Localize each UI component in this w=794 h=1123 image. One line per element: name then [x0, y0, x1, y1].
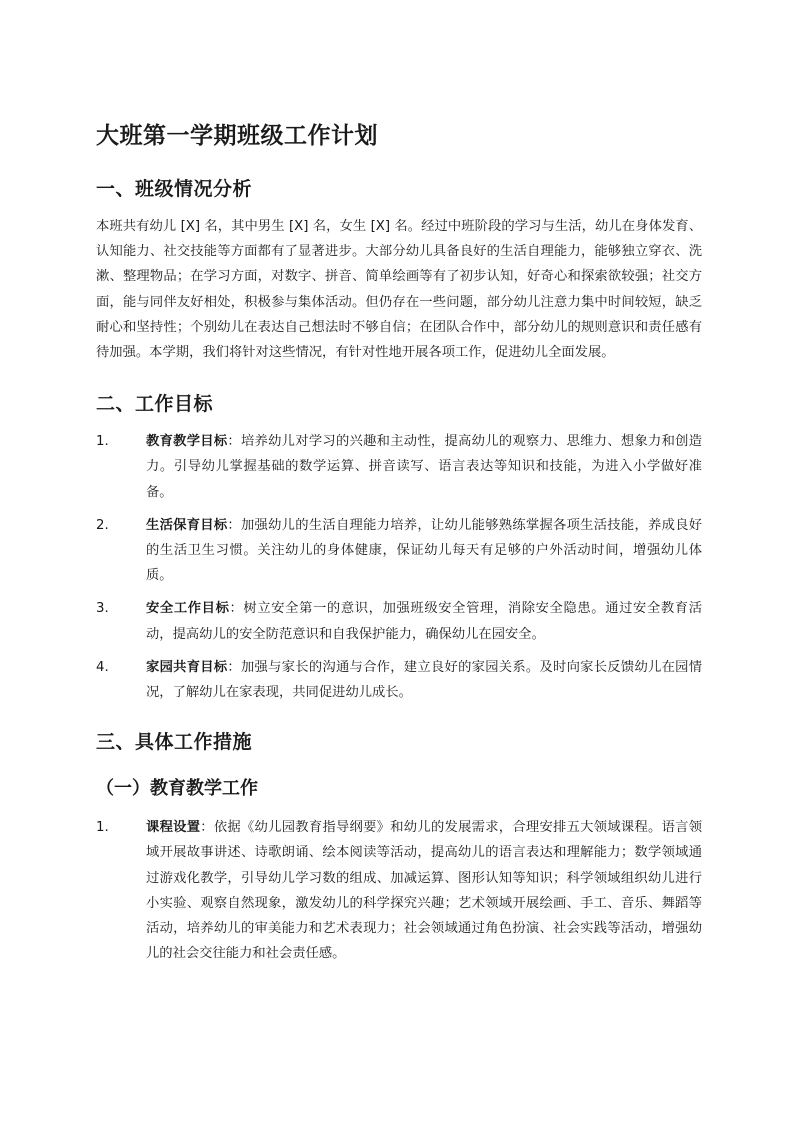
list-item-number: 4.: [96, 659, 109, 675]
subsection-heading-teaching: （一）教育教学工作: [96, 778, 258, 800]
section-heading-analysis: 一、班级情况分析: [96, 178, 253, 200]
list-item-text: 依据《幼儿园教育指导纲要》和幼儿的发展需求，合理安排五大领域课程。语言领域开展故事讲述、诗歌朗诵、绘本阅读等活动，提高幼儿的语言表达和理解能力；数学领域通过游戏化教学，引导幼儿学习数的组成、加减运算、图形认知等知识；科学领域组织幼儿进行小实验、观察自然现象，激发幼儿的科学探究兴趣；艺术领域开展绘画、手工、音乐、舞蹈等活动，培养幼儿的审美能力和艺术表现力；社会领域通过角色扮演、社会实践等活动，增强幼儿的社会交往能力和社会责任感。: [146, 820, 703, 962]
list-item-number: 1.: [96, 434, 109, 450]
list-item-lead: 安全工作目标: [146, 601, 230, 617]
list-item-separator: ：: [227, 659, 241, 675]
list-item-separator: ：: [200, 820, 214, 836]
list-item-lead: 生活保育目标: [146, 517, 228, 533]
list-item-text: 加强与家长的沟通与合作，建立良好的家园关系。及时向家长反馈幼儿在园情况，了解幼儿在家表现，共同促进幼儿成长。: [146, 659, 703, 701]
document-page: [96, 118, 702, 988]
section-heading-goals: 二、工作目标: [96, 393, 214, 416]
list-item: [96, 815, 702, 966]
list-item-separator: ：: [227, 517, 241, 533]
list-item-lead: 教育教学目标: [146, 434, 228, 450]
teaching-measures-list: [96, 815, 702, 966]
list-item-text: 加强幼儿的生活自理能力培养，让幼儿能够熟练掌握各项生活技能，养成良好的生活卫生习惯。关注幼儿的身体健康，保证幼儿每天有足够的户外活动时间，增强幼儿体质。: [146, 517, 703, 584]
document-title: 大班第一学期班级工作计划: [96, 123, 378, 149]
list-item-separator: ：: [227, 434, 241, 450]
goals-list: [96, 429, 702, 705]
list-item: [96, 655, 702, 705]
list-item-lead: 家园共育目标: [146, 659, 228, 675]
list-item: [96, 429, 702, 505]
list-item: [96, 596, 702, 646]
list-item-number: 3.: [96, 601, 109, 617]
list-item-number: 1.: [96, 820, 109, 836]
list-item-separator: ：: [229, 601, 244, 617]
list-item-lead: 课程设置: [146, 820, 201, 836]
list-item-text: 树立安全第一的意识，加强班级安全管理，消除安全隐患。通过安全教育活动，提高幼儿的安全防范意识和自我保护能力，确保幼儿在园安全。: [146, 601, 703, 642]
list-item-number: 2.: [96, 517, 109, 533]
class-analysis-paragraph: 本班共有幼儿 [X] 名，其中男生 [X] 名，女生 [X] 名。经过中班阶段的学习与生活，幼儿在身体发育、认知能力、社交技能等方面都有了显著进步。大部分幼儿具备良好的生活自理能力，能够独立穿衣、洗漱、整理物品；在学习方面，对数字、拼音、简单绘画等有了初步认知，好奇心和探索欲较强；社交方面，能与同伴友好相处，积极参与集体活动。但仍存在一些问题，部分幼儿注意力集中时间较短，缺乏耐心和坚持性；个别幼儿在表达自己想法时不够自信；在团队合作中，部分幼儿的规则意识和责任感有待加强。本学期，我们将针对这些情况，有针对性地开展各项工作，促进幼儿全面发展。: [96, 219, 702, 361]
list-item-text: 培养幼儿对学习的兴趣和主动性，提高幼儿的观察力、思维力、想象力和创造力。引导幼儿掌握基础的数学运算、拼音读写、语言表达等知识和技能，为进入小学做好准备。: [146, 434, 703, 500]
section-heading-measures: 三、具体工作措施: [96, 731, 253, 754]
list-item: [96, 513, 702, 589]
